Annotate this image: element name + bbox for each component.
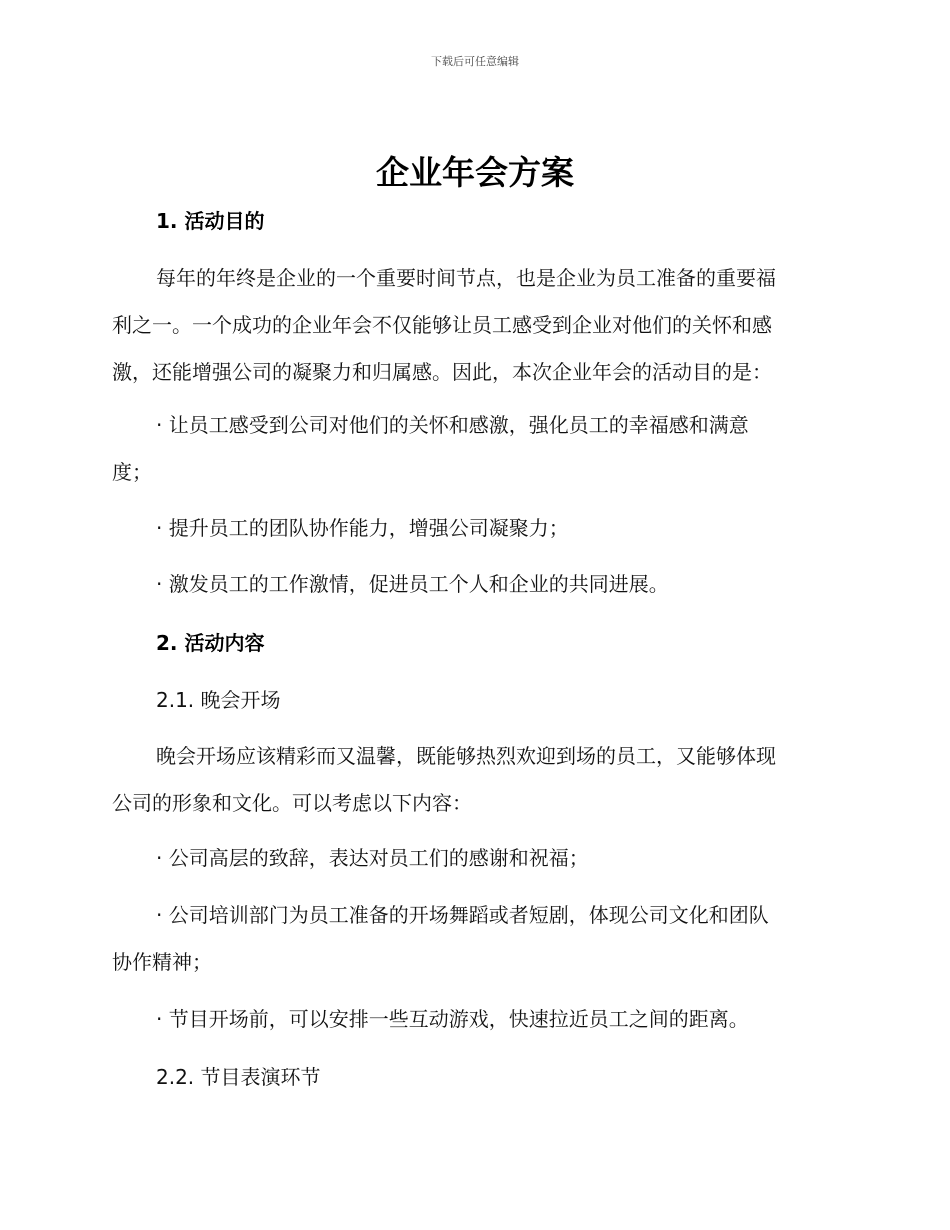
bullet-line: 协作精神；: [112, 950, 212, 974]
bullet-line: · 激发员工的工作激情，促进员工个人和企业的共同进展。: [156, 572, 669, 596]
header-note: 下载后可任意编辑: [431, 55, 519, 68]
subsection-2-2-heading: 2.2. 节目表演环节: [156, 1065, 321, 1089]
paragraph-line: 每年的年终是企业的一个重要时间节点，也是企业为员工准备的重要福: [156, 266, 776, 290]
bullet-line: · 公司培训部门为员工准备的开场舞蹈或者短剧，体现公司文化和团队: [156, 903, 769, 927]
bullet-line: · 提升员工的团队协作能力，增强公司凝聚力；: [156, 516, 569, 540]
section-1-bullet-1: [112, 402, 838, 496]
subsection-2-1-bullet-1: [112, 835, 838, 882]
section-1-bullet-3: [112, 561, 838, 608]
section-1-heading: 1. 活动目的: [156, 209, 265, 233]
bullet-line: · 节目开场前，可以安排一些互动游戏，快速拉近员工之间的距离。: [156, 1007, 749, 1031]
section-1-intro-paragraph: [112, 255, 838, 396]
section-2-heading: 2. 活动内容: [156, 631, 265, 655]
document-title: 企业年会方案: [376, 153, 574, 192]
subsection-2-1-bullet-2: [112, 892, 838, 986]
subsection-2-1-intro-paragraph: [112, 733, 838, 827]
bullet-line: 度；: [112, 460, 152, 484]
bullet-line: · 公司高层的致辞，表达对员工们的感谢和祝福；: [156, 846, 589, 870]
paragraph-line: 利之一。一个成功的企业年会不仅能够让员工感受到企业对他们的关怀和感: [112, 313, 772, 337]
bullet-line: · 让员工感受到公司对他们的关怀和感激，强化员工的幸福感和满意: [156, 413, 749, 437]
paragraph-line: 公司的形象和文化。可以考虑以下内容：: [112, 791, 472, 815]
subsection-2-1-heading: 2.1. 晚会开场: [156, 688, 281, 712]
paragraph-line: 晚会开场应该精彩而又温馨，既能够热烈欢迎到场的员工，又能够体现: [156, 744, 776, 768]
section-1-bullet-2: [112, 505, 838, 552]
paragraph-line: 激，还能增强公司的凝聚力和归属感。因此，本次企业年会的活动目的是：: [112, 360, 772, 384]
subsection-2-1-bullet-3: [112, 996, 838, 1043]
